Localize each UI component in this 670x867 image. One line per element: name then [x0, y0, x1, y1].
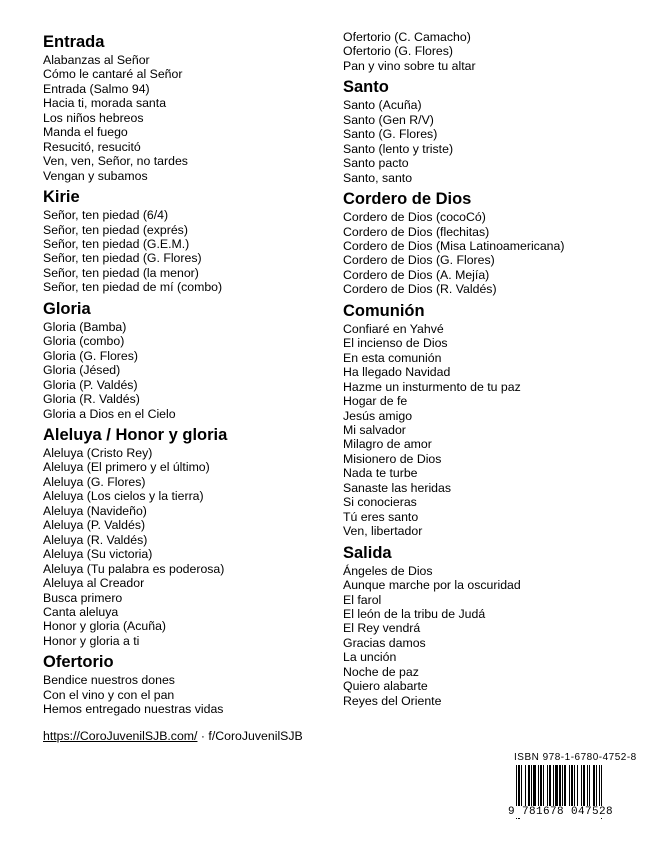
song-title: Hemos entregado nuestras vidas — [43, 702, 224, 717]
section-heading: Santo — [343, 78, 389, 97]
section-cordero-de-dios — [343, 188, 663, 297]
song-title: La unción — [343, 650, 397, 665]
right-column — [343, 30, 663, 708]
song-title: Gloria (Jésed) — [43, 363, 121, 378]
song-title: Aleluya (P. Valdés) — [43, 518, 146, 533]
song-title: Señor, ten piedad (6/4) — [43, 208, 169, 223]
song-title: Resucitó, resucitó — [43, 139, 141, 154]
left-column — [43, 31, 333, 717]
song-title: Gloria (P. Valdés) — [43, 377, 138, 392]
song-title: Ven, libertador — [343, 524, 423, 539]
section-kirie — [43, 186, 333, 295]
song-title: Señor, ten piedad (exprés) — [43, 222, 188, 237]
section-heading: Aleluya / Honor y gloria — [43, 425, 228, 444]
song-title: Gloria (combo) — [43, 334, 125, 349]
barcode-digits: 9 781678 047528 — [508, 806, 633, 818]
song-title: Pan y vino sobre tu altar — [343, 58, 476, 73]
website-link[interactable]: https://CoroJuvenilSJB.com/ — [43, 729, 198, 743]
section-heading: Kirie — [43, 188, 80, 207]
song-title: Cordero de Dios (cocoCó) — [343, 210, 486, 225]
song-title: Honor y gloria (Acuña) — [43, 619, 167, 634]
song-title: Santo, santo — [343, 170, 413, 185]
section-ofertorio — [43, 651, 333, 716]
section-heading: Cordero de Dios — [343, 190, 472, 209]
song-title: Hogar de fe — [343, 394, 408, 409]
section-gloria — [43, 298, 333, 421]
social-handle: f/CoroJuvenilSJB — [208, 729, 303, 743]
song-title: Aleluya (Navideño) — [43, 503, 147, 518]
song-title: En esta comunión — [343, 350, 442, 365]
song-title: Ofertorio (G. Flores) — [343, 44, 454, 59]
song-title: Misionero de Dios — [343, 451, 442, 466]
song-title: Manda el fuego — [43, 125, 128, 140]
section-heading: Entrada — [43, 33, 105, 51]
section-salida — [343, 542, 663, 709]
song-title: Aleluya (Tu palabra es poderosa) — [43, 561, 225, 576]
song-title: Gloria (G. Flores) — [43, 348, 138, 363]
song-title: Aleluya (Los cielos y la tierra) — [43, 489, 204, 504]
song-title: Aleluya al Creador — [43, 576, 145, 591]
song-title: Santo pacto — [343, 156, 409, 171]
song-title: Cordero de Dios (R. Valdés) — [343, 282, 497, 297]
song-title: Entrada (Salmo 94) — [43, 81, 150, 96]
song-title: El león de la tribu de Judá — [343, 606, 486, 621]
section-heading: Gloria — [43, 299, 91, 318]
song-title: Gracias damos — [343, 635, 426, 650]
song-title: Noche de paz — [343, 664, 419, 679]
song-title: Señor, ten piedad (G.E.M.) — [43, 236, 190, 251]
song-title: Aleluya (Su victoria) — [43, 547, 153, 562]
song-title: Aunque marche por la oscuridad — [343, 578, 521, 593]
song-title: Señor, ten piedad (la menor) — [43, 265, 199, 280]
song-title: Si conocieras — [343, 495, 417, 510]
song-title: Alabanzas al Señor — [43, 53, 150, 67]
song-title: Señor, ten piedad de mí (combo) — [43, 280, 223, 295]
song-title: Santo (Acuña) — [343, 98, 422, 113]
section-heading: Comunión — [343, 301, 425, 320]
footer-separator: · — [197, 729, 209, 743]
isbn-barcode-block — [508, 751, 637, 821]
song-title: Ofertorio (C. Camacho) — [343, 30, 471, 44]
song-title: Milagro de amor — [343, 437, 432, 452]
song-title: Aleluya (Cristo Rey) — [43, 445, 153, 460]
song-title: Santo (G. Flores) — [343, 127, 438, 142]
song-title: Reyes del Oriente — [343, 693, 442, 708]
song-title: Aleluya (R. Valdés) — [43, 532, 148, 547]
song-title: Cómo le cantaré al Señor — [43, 67, 183, 82]
song-title: Gloria (Bamba) — [43, 319, 127, 334]
song-title: Cordero de Dios (Misa Latinoamericana) — [343, 238, 565, 253]
song-title: Honor y gloria a ti — [43, 633, 140, 648]
section-heading: Salida — [343, 543, 392, 562]
song-title: Cordero de Dios (A. Mejía) — [343, 267, 490, 282]
section-santo — [343, 76, 663, 185]
song-title: Ha llegado Navidad — [343, 365, 451, 380]
song-title: Gloria a Dios en el Cielo — [43, 406, 176, 421]
song-title: Aleluya (El primero y el último) — [43, 460, 210, 475]
song-title: Señor, ten piedad (G. Flores) — [43, 251, 202, 266]
song-title: Hacia ti, morada santa — [43, 96, 167, 111]
section-heading: Ofertorio — [43, 653, 114, 672]
song-title: Gloria (R. Valdés) — [43, 392, 140, 407]
song-title: Los niños hebreos — [43, 110, 144, 125]
song-title: Cordero de Dios (flechitas) — [343, 224, 490, 239]
section-comunion — [343, 300, 663, 539]
song-title: Santo (lento y triste) — [343, 141, 454, 156]
song-title: Quiero alabarte — [343, 679, 428, 694]
song-title: Aleluya (G. Flores) — [43, 474, 146, 489]
song-title: Canta aleluya — [43, 604, 119, 619]
song-title: Cordero de Dios (G. Flores) — [343, 253, 495, 268]
song-title: Santo (Gen R/V) — [343, 112, 434, 127]
song-title: El Rey vendrá — [343, 621, 421, 636]
section-aleluya-honor-y-gloria — [43, 424, 333, 648]
song-title: Bendice nuestros dones — [43, 673, 175, 688]
song-title: El farol — [343, 592, 382, 607]
isbn-label: ISBN 978-1-6780-4752-8 — [514, 752, 637, 763]
song-title: Ángeles de Dios — [343, 563, 433, 578]
song-title: Sanaste las heridas — [343, 480, 452, 495]
song-title: Hazme un insturmento de tu paz — [343, 379, 521, 394]
section-entrada — [43, 31, 333, 183]
ofertorio-continuation — [343, 30, 663, 73]
song-title: Jesús amigo — [343, 408, 413, 423]
song-title: Vengan y subamos — [43, 168, 148, 183]
song-title: Busca primero — [43, 590, 123, 605]
song-title: Con el vino y con el pan — [43, 687, 175, 702]
song-title: Mi salvador — [343, 422, 406, 437]
footer — [43, 729, 303, 743]
song-title: Nada te turbe — [343, 466, 418, 481]
song-title: El incienso de Dios — [343, 336, 448, 351]
song-title: Ven, ven, Señor, no tardes — [43, 154, 188, 169]
song-title: Confiaré en Yahvé — [343, 321, 444, 336]
song-title: Tú eres santo — [343, 509, 419, 524]
